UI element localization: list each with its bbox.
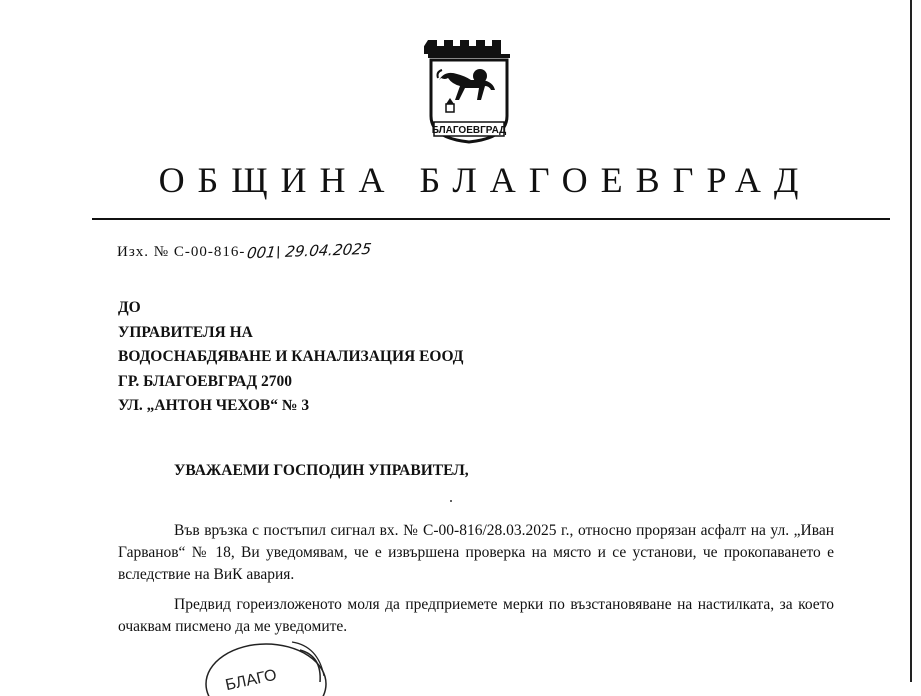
addressee-line: УПРАВИТЕЛЯ НА: [118, 323, 253, 341]
stamp-text: БЛАГО: [223, 666, 279, 695]
municipal-crest-icon: [424, 38, 514, 144]
page-edge-line: [910, 0, 912, 682]
reference-printed: Изх. № С-00-816-: [117, 244, 246, 260]
body-paragraph-2: Предвид гореизложеното моля да предприемете мерки по възстановяване на настилката, за което очаквам писмено да ме уведомите.: [118, 596, 834, 635]
salutation: УВАЖАЕМИ ГОСПОДИН УПРАВИТЕЛ,: [174, 462, 469, 479]
header-divider: [92, 218, 890, 220]
organization-title: ОБЩИНА БЛАГОЕВГРАД: [158, 160, 812, 200]
outgoing-reference: [117, 239, 373, 263]
addressee-line: ГР. БЛАГОЕВГРАД 2700: [118, 372, 293, 390]
official-stamp-icon: [196, 636, 336, 696]
body-paragraph-1: Във връзка с постъпил сигнал вх. № С-00-816/28.03.2025 г., относно прорязан асфалт на ул. „Иван Гарванов“ № 18, Ви уведомявам, че е извършена проверка на място и се установи, че прокопаването е вследствие на ВиК авария.: [118, 522, 834, 583]
addressee-block: [118, 296, 463, 419]
addressee-line: УЛ. „АНТОН ЧЕХОВ“ № 3: [118, 397, 310, 414]
crest-label: БЛАГОЕВГРАД: [431, 125, 507, 136]
addressee-line: ВОДОСНАБДЯВАНЕ И КАНАЛИЗАЦИЯ ЕООД: [118, 348, 464, 365]
stray-mark: [450, 500, 452, 502]
reference-handwritten: 001\ 29.04.2025: [246, 239, 373, 263]
addressee-line: ДО: [118, 299, 141, 316]
